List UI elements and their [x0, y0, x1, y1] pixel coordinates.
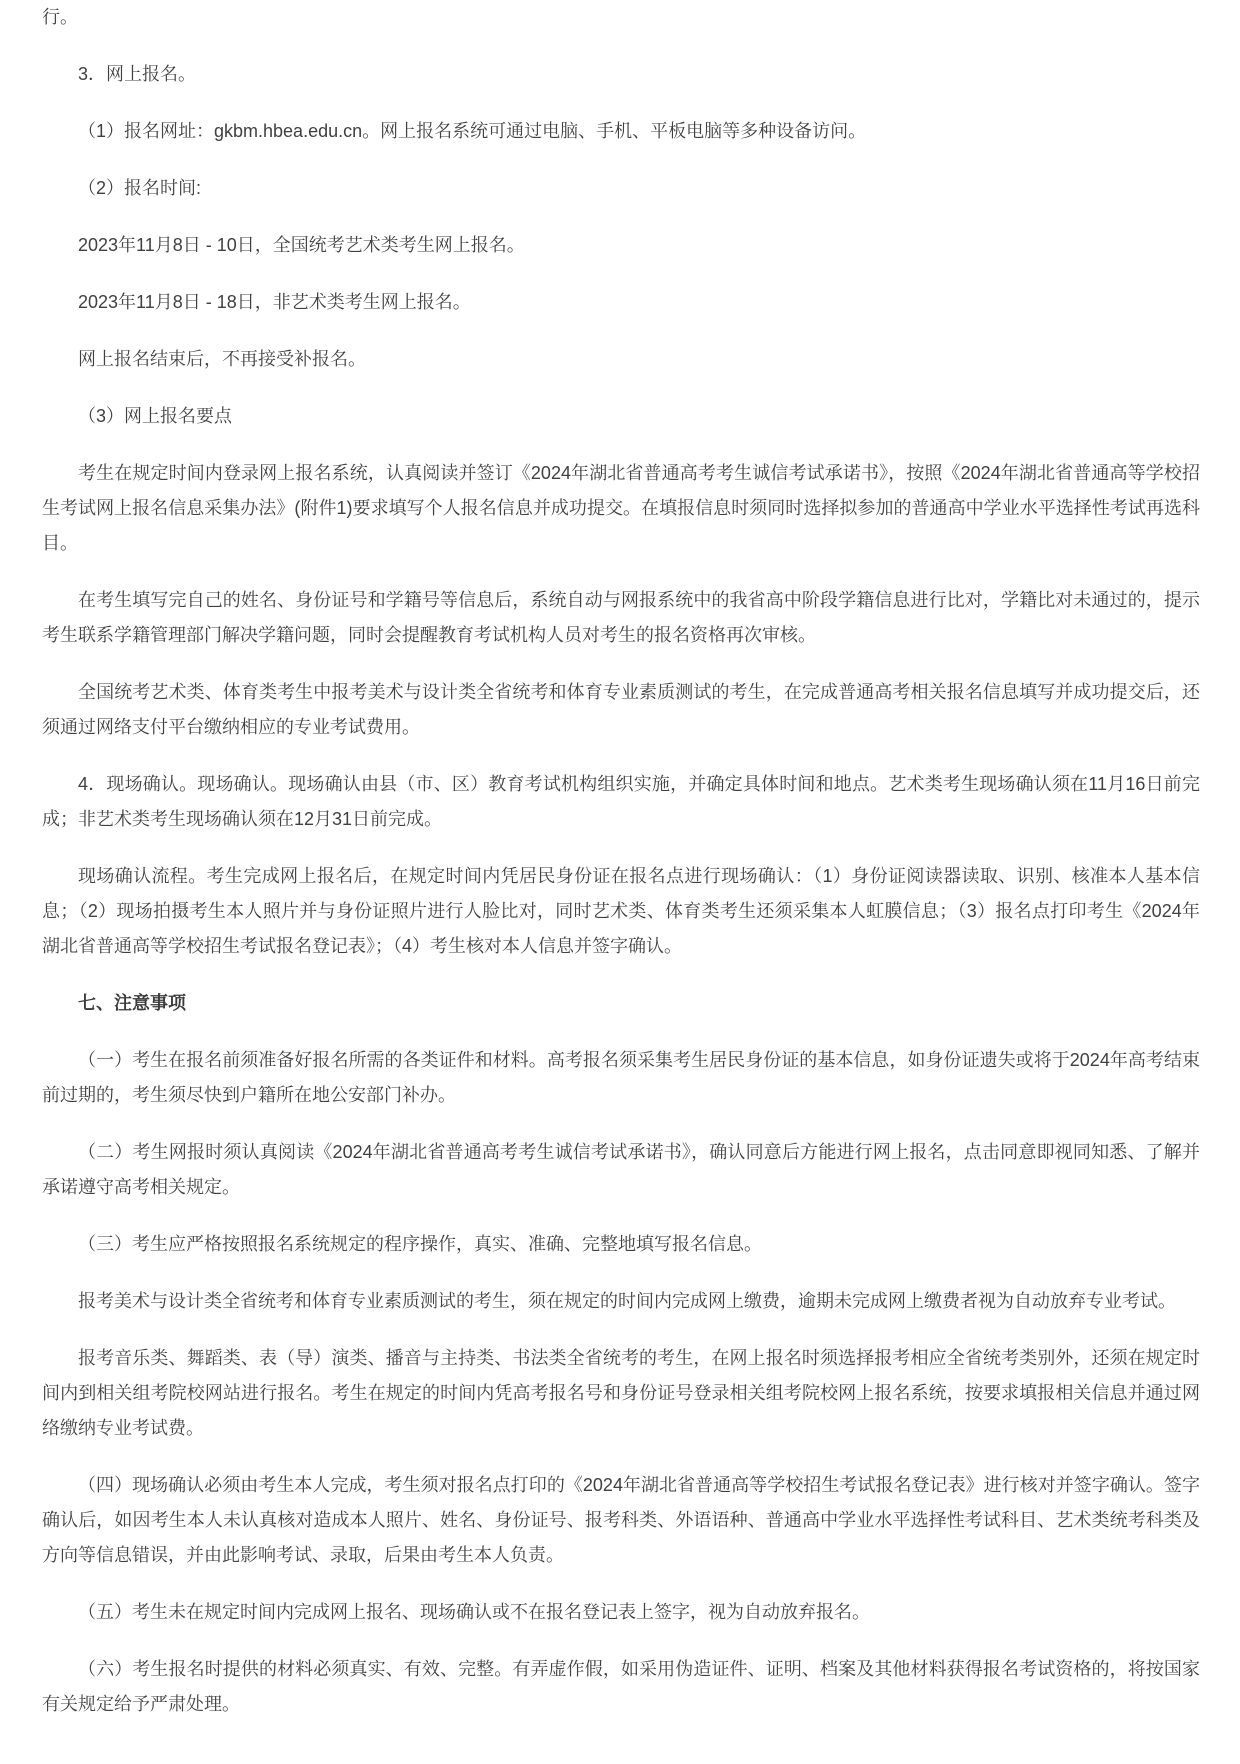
paragraph-music-dance-registration: 报考音乐类、舞蹈类、表（导）演类、播音与主持类、书法类全省统考的考生，在网上报名时须选择报考相应全省统考类别外，还须在规定时间内到相关组考院校网站进行报名。考生在规定的时间内凭高考报名号和身份证号登录相关组考院校网上报名系统，按要求填报相关信息并通过网络缴纳专业考试费。 — [42, 1348, 1200, 1438]
item-3-online-registration: 3．网上报名。 — [78, 64, 197, 84]
section-heading-notes: 七、注意事项 — [78, 993, 186, 1013]
paragraph-keypoints-detail: 考生在规定时间内登录网上报名系统，认真阅读并签订《2024年湖北省普通高考考生诚信考试承诺书》，按照《2024年湖北省普通高等学校招生考试网上报名信息采集办法》(附件1)要求填写个人报名信息并成功提交。在填报信息时须同时选择拟参加的普通高中学业水平选择性考试再选科目。 — [42, 463, 1200, 553]
paragraph-info-verification: 在考生填写完自己的姓名、身份证号和学籍号等信息后，系统自动与网报系统中的我省高中阶段学籍信息进行比对，学籍比对未通过的，提示考生联系学籍管理部门解决学籍问题，同时会提醒教育考试机构人员对考生的报名资格再次审核。 — [42, 590, 1200, 645]
paragraph-continuation: 行。 — [42, 7, 78, 27]
paragraph-art-sports-payment: 全国统考艺术类、体育类考生中报考美术与设计类全省统考和体育专业素质测试的考生，在完成普通高考相关报名信息填写并成功提交后，还须通过网络支付平台缴纳相应的专业考试费用。 — [42, 682, 1200, 737]
paragraph-confirmation-process: 现场确认流程。考生完成网上报名后，在规定时间内凭居民身份证在报名点进行现场确认：（1）身份证阅读器读取、识别、核准本人基本信息；（2）现场拍摄考生本人照片并与身份证照片进行人脸比对，同时艺术类、体育类考生还须采集本人虹膜信息；（3）报名点打印考生《2024年湖北省普通高等学校招生考试报名登记表》；（4）考生核对本人信息并签字确认。 — [42, 866, 1200, 956]
registration-date-non-art: 2023年11月8日 - 18日，非艺术类考生网上报名。 — [78, 292, 471, 312]
note-4-signature-confirmation: （四）现场确认必须由考生本人完成，考生须对报名点打印的《2024年湖北省普通高等学校招生考试报名登记表》进行核对并签字确认。签字确认后，如因考生本人未认真核对造成本人照片、姓名、身份证号、报考科类、外语语种、普通高中学业水平选择性考试科目、艺术类统考科类及方向等信息错误，并由此影响考试、录取，后果由考生本人负责。 — [42, 1475, 1200, 1565]
note-5-deadline-waiver: （五）考生未在规定时间内完成网上报名、现场确认或不在报名登记表上签字，视为自动放弃报名。 — [78, 1602, 870, 1622]
item-4-onsite-confirmation: 4．现场确认。现场确认。现场确认由县（市、区）教育考试机构组织实施，并确定具体时间和地点。艺术类考生现场确认须在11月16日前完成；非艺术类考生现场确认须在12月31日前完成。 — [42, 774, 1200, 829]
registration-deadline-note: 网上报名结束后，不再接受补报名。 — [78, 349, 366, 369]
subitem-3-registration-keypoints: （3）网上报名要点 — [78, 406, 233, 426]
paragraph-online-payment: 报考美术与设计类全省统考和体育专业素质测试的考生，须在规定的时间内完成网上缴费，逾期未完成网上缴费者视为自动放弃专业考试。 — [78, 1291, 1176, 1311]
registration-date-art: 2023年11月8日 - 10日，全国统考艺术类考生网上报名。 — [78, 235, 525, 255]
note-6-authentic-materials: （六）考生报名时提供的材料必须真实、有效、完整。有弄虚作假，如采用伪造证件、证明、档案及其他材料获得报名考试资格的，将按国家有关规定给予严肃处理。 — [42, 1659, 1200, 1714]
subitem-1-registration-url: （1）报名网址：gkbm.hbea.edu.cn。网上报名系统可通过电脑、手机、平板电脑等多种设备访问。 — [78, 121, 867, 141]
note-3-accurate-info: （三）考生应严格按照报名系统规定的程序操作，真实、准确、完整地填写报名信息。 — [78, 1234, 762, 1254]
subitem-2-registration-time: （2）报名时间: — [78, 178, 202, 198]
note-1-documents: （一）考生在报名前须准备好报名所需的各类证件和材料。高考报名须采集考生居民身份证的基本信息，如身份证遗失或将于2024年高考结束前过期的，考生须尽快到户籍所在地公安部门补办。 — [42, 1050, 1200, 1105]
note-2-integrity-pledge: （二）考生网报时须认真阅读《2024年湖北省普通高考考生诚信考试承诺书》，确认同意后方能进行网上报名，点击同意即视同知悉、了解并承诺遵守高考相关规定。 — [42, 1142, 1200, 1197]
